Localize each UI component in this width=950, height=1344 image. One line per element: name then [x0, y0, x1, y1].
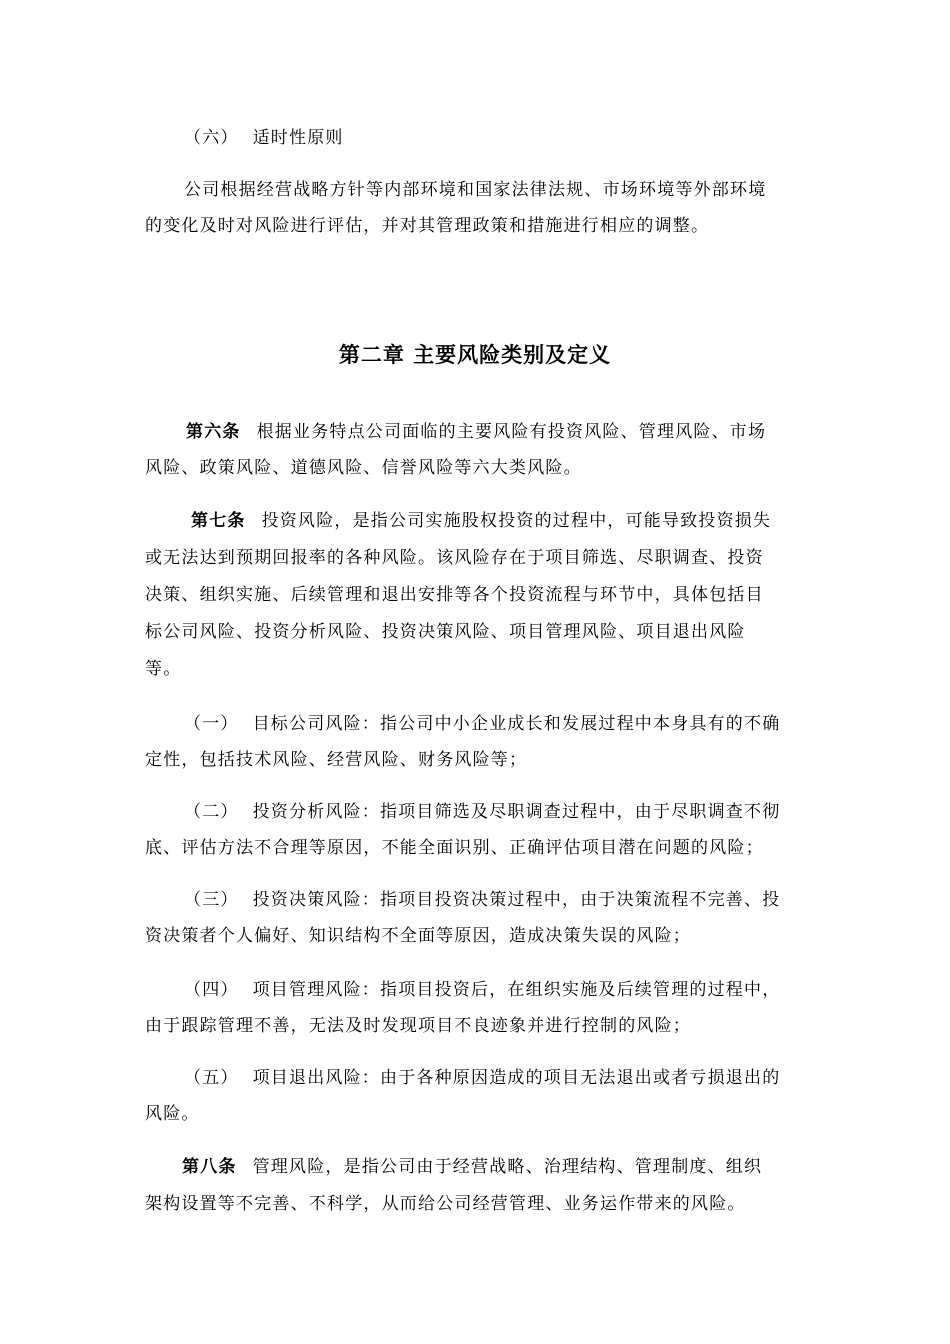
article-8-line-1	[182, 1157, 852, 1177]
article-7-line-4: 标公司风险、投资分析风险、投资决策风险、项目管理风险、项目退出风险	[145, 622, 746, 642]
section-6-label: （六）	[184, 128, 239, 148]
article-6-line-1	[186, 422, 856, 442]
section-6-heading	[184, 128, 854, 148]
item-3-line-2: 资决策者个人偏好、知识结构不全面等原因，造成决策失误的风险；	[145, 926, 691, 946]
item-5-label: （五）	[184, 1068, 239, 1088]
item-3-text-1: 投资决策风险：指项目投资决策过程中，由于决策流程不完善、投	[252, 890, 781, 910]
article-7-line-3: 决策、组织实施、后续管理和退出安排等各个投资流程与环节中，具体包括目	[145, 585, 764, 605]
article-7-text-1: 投资风险，是指公司实施股权投资的过程中，可能导致投资损失	[261, 511, 772, 531]
item-3-line-1	[184, 890, 854, 910]
item-4-line-1	[184, 980, 854, 1000]
article-7-line-5: 等。	[145, 659, 182, 679]
item-1-text-1: 目标公司风险：指公司中小企业成长和发展过程中本身具有的不确	[252, 714, 781, 734]
article-7-label: 第七条	[191, 511, 246, 531]
chapter-title: 第二章 主要风险类别及定义	[338, 343, 612, 367]
section-6-text-line-2: 的变化及时对风险进行评估，并对其管理政策和措施进行相应的调整。	[145, 216, 710, 236]
item-5-line-1	[184, 1068, 854, 1088]
item-3-label: （三）	[184, 890, 239, 910]
item-4-label: （四）	[184, 980, 239, 1000]
item-2-line-1	[184, 802, 854, 822]
item-2-label: （二）	[184, 802, 239, 822]
article-6-text-1: 根据业务特点公司面临的主要风险有投资风险、管理风险、市场	[256, 422, 767, 442]
section-6-title: 适时性原则	[252, 128, 344, 148]
item-4-line-2: 由于跟踪管理不善，无法及时发现项目不良迹象并进行控制的风险；	[145, 1016, 691, 1036]
item-1-line-1	[184, 714, 854, 734]
article-6-label: 第六条	[186, 422, 241, 442]
item-5-line-2: 风险。	[145, 1104, 200, 1124]
article-7-line-1	[191, 511, 861, 531]
section-6-text-line-1: 公司根据经营战略方针等内部环境和国家法律法规、市场环境等外部环境	[184, 180, 767, 200]
item-1-label: （一）	[184, 714, 239, 734]
item-4-text-1: 项目管理风险：指项目投资后，在组织实施及后续管理的过程中，	[252, 980, 781, 1000]
article-8-line-2: 架构设置等不完善、不科学，从而给公司经营管理、业务运作带来的风险。	[145, 1194, 746, 1214]
article-8-label: 第八条	[182, 1157, 237, 1177]
item-5-text-1: 项目退出风险：由于各种原因造成的项目无法退出或者亏损退出的	[252, 1068, 781, 1088]
article-8-text-1: 管理风险，是指公司由于经营战略、治理结构、管理制度、组织	[252, 1157, 763, 1177]
item-2-line-2: 底、评估方法不合理等原因，不能全面识别、正确评估项目潜在问题的风险；	[145, 838, 764, 858]
article-6-line-2: 风险、政策风险、道德风险、信誉风险等六大类风险。	[145, 458, 582, 478]
item-2-text-1: 投资分析风险：指项目筛选及尽职调查过程中，由于尽职调查不彻	[252, 802, 781, 822]
item-1-line-2: 定性，包括技术风险、经营风险、财务风险等；	[145, 750, 528, 770]
article-7-line-2: 或无法达到预期回报率的各种风险。该风险存在于项目筛选、尽职调查、投资	[145, 548, 764, 568]
